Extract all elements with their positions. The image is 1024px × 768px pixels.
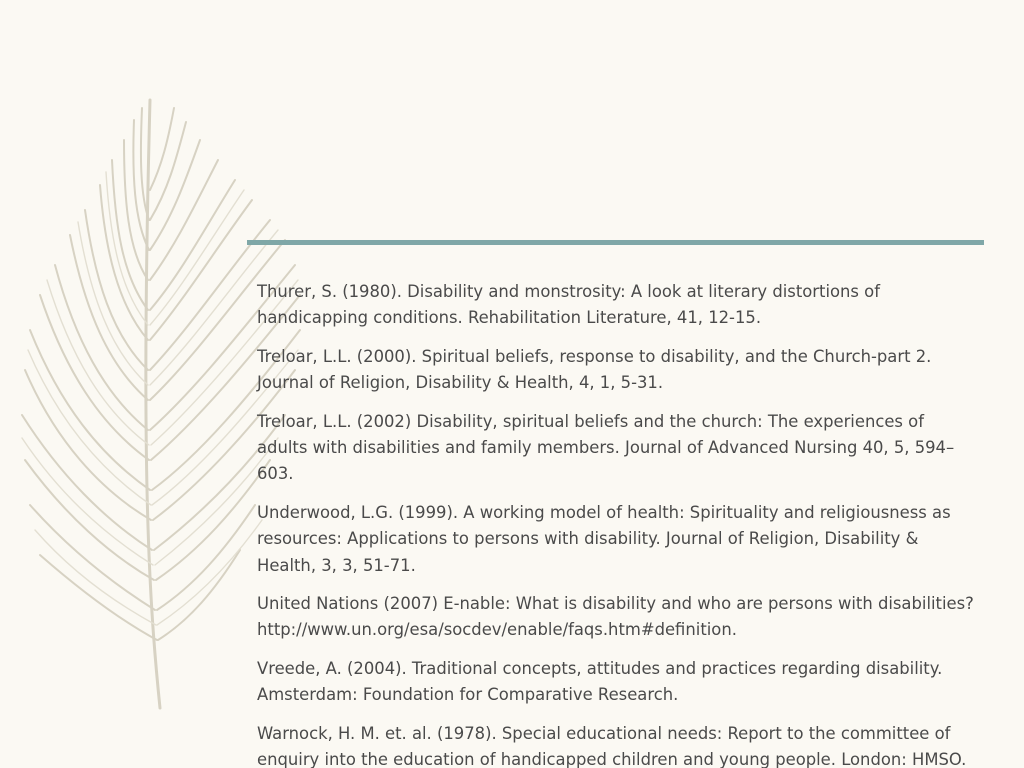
reference-item: Vreede, A. (2004). Traditional concepts, attitudes and practices regarding disability. Amsterdam: Foundation for Comparative Research. (257, 658, 943, 705)
title-divider (247, 240, 984, 245)
reference-item: Treloar, L.L. (2002) Disability, spiritual beliefs and the church: The experiences of adults with disabilities and family members. Journal of Advanced Nursing 40, 5, 594–603. (257, 411, 955, 484)
reference-item: United Nations (2007) E-nable: What is disability and who are persons with disabilities? http://www.un.org/esa/socdev/enable/faqs.htm#definition. (257, 594, 974, 640)
reference-item: Thurer, S. (1980). Disability and monstrosity: A look at literary distortions of handicapping conditions. Rehabilitation Literature, 41, 12-15. (257, 282, 880, 328)
reference-item: Treloar, L.L. (2000). Spiritual beliefs, response to disability, and the Church-part 2. Journal of Religion, Disability & Health, 4, 1, 5-31. (257, 346, 932, 393)
reference-item: Warnock, H. M. et. al. (1978). Special educational needs: Report to the committee of enquiry into the education of handicapped children and young people. London: HMSO. (257, 723, 967, 768)
reference-item: Underwood, L.G. (1999). A working model of health: Spirituality and religiousness as resources: Applications to persons with disability. Journal of Religion, Disability & Health, 3, 3, 51-71. (257, 502, 951, 575)
reference-list (257, 279, 977, 768)
